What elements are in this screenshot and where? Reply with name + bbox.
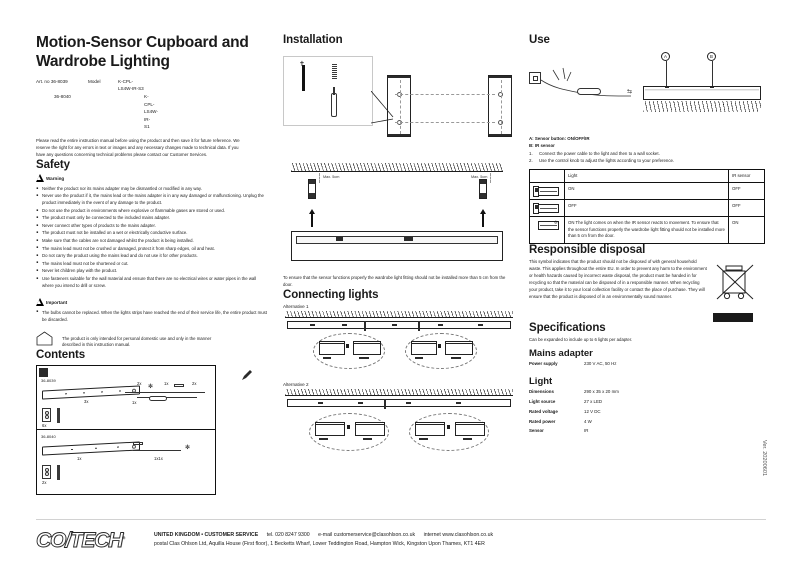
spec-value: 4 W [584, 418, 592, 424]
safety-heading: Safety [36, 158, 70, 171]
brand-name: CO/TECH [36, 529, 123, 552]
marker-b: B [707, 52, 716, 61]
sensor-block-right [479, 179, 487, 199]
cell-ir-state: OFF [729, 183, 765, 200]
important-list [36, 310, 268, 324]
use-heading: Use [529, 34, 550, 46]
footer-country: UNITED KINGDOM • CUSTOMER SERVICE [154, 532, 259, 538]
list-item: ■ Never use the product if it, the mains lead or the mains adapter is in any way damaged or malfunctioning. Unplug the product immediately in the event of any damage to the product. [36, 193, 268, 207]
spec-row [529, 407, 704, 417]
drill-bit-icon [302, 65, 305, 91]
list-item: ■ Make sure that the cables are not damaged whilst the product is being installed. [36, 238, 268, 245]
connector-alt2-a [347, 425, 350, 429]
bracket-graphic-3 [42, 465, 51, 479]
installation-heading: Installation [283, 34, 343, 46]
use-step [529, 157, 765, 164]
alternative-2-label: Alternative 2 [283, 381, 309, 387]
footer-email[interactable]: customerservice@clasohlson.co.uk [333, 532, 416, 538]
sensor-button-mark [665, 87, 669, 89]
list-item: ■ Use fasteners suitable for the wall material and ensure that there are no electrical wires or water pipes in the wall where you intend to drill or screw. [36, 276, 268, 290]
switch-on-icon [530, 183, 565, 200]
sensor-mode-table [529, 169, 765, 244]
cell-ir-state: ON [729, 217, 765, 244]
specifications-heading: Specifications [529, 321, 606, 334]
footer-tel: 020 8247 9300 [275, 532, 310, 538]
art-no-2: 36-8040 [54, 93, 71, 99]
qty-bracket-2: 2x [42, 480, 47, 486]
house-icon [36, 331, 53, 346]
domestic-use-note [36, 331, 268, 350]
light-spec-table [529, 388, 704, 437]
footer-divider [36, 519, 766, 520]
spec-value: 230 V AC, 50 Hz [584, 361, 617, 367]
qty-bar-1: 3x [84, 399, 89, 405]
warning-label: Warning [46, 176, 65, 182]
spec-key: Rated power [529, 418, 556, 424]
cabinet-mark-2 [404, 237, 413, 241]
connector-alt1-a [346, 344, 349, 348]
contents-divider [37, 429, 215, 430]
version-label: Ver. 20200601 [761, 440, 767, 477]
spec-value: IR [584, 428, 589, 434]
spec-row [529, 360, 704, 370]
spec-value: 12 V DC [584, 408, 601, 414]
star-connector-icon: ✻ [148, 384, 154, 391]
qty-cable-1: 1x [132, 400, 137, 406]
marker-a: A [661, 52, 670, 61]
important-label: Important [46, 300, 68, 306]
cell-light-state: ON [565, 183, 729, 200]
list-item: ■ The product must not be installed on a wet or electrically conductive surface. [36, 230, 268, 237]
use-diagram [529, 52, 765, 132]
measure-line-left [319, 173, 320, 183]
contents-heading: Contents [36, 349, 86, 362]
zoom-block-alt1-a2 [353, 341, 381, 355]
spec-key: Sensor [529, 428, 544, 434]
list-item: ■ Never connect other types of products to the mains adapter. [36, 223, 268, 230]
legend-a: A: Sensor button: ON/OFF/IR [529, 136, 590, 141]
warning-triangle-icon [36, 174, 44, 182]
switch-ir-icon: ✡ [530, 217, 565, 244]
model-label: Model [88, 78, 101, 84]
warning-block [36, 174, 268, 290]
step-number: 2. [529, 157, 533, 163]
zoom-block-alt2-a2 [355, 422, 385, 436]
model-1: K-CPL-LS4W-IR-S3 [118, 78, 144, 92]
footer-postal-label: postal [154, 541, 168, 548]
connector-arrow-icon: ⇆ [627, 89, 633, 95]
use-legend [529, 135, 765, 164]
sensor-block-left [308, 179, 316, 199]
brand-logo [36, 527, 140, 552]
pencil-icon [242, 367, 252, 377]
column-left [36, 34, 268, 495]
zoom-block-alt2-b1 [415, 422, 445, 436]
step-text: Use the control knob to adjust the lights according to your preference. [539, 157, 675, 163]
zoom-block-alt2-a1 [315, 422, 345, 436]
step-text: Connect the power cable to the light and then to a wall socket. [539, 150, 660, 156]
article-numbers [36, 78, 268, 131]
adapter-graphic [149, 396, 167, 401]
alternative-1-diagram [283, 311, 515, 379]
hatch-alt1 [285, 311, 513, 318]
intro-text: Please read the entire instruction manual before using the product and then save it for future reference. We reserve the right for any errors in text or images and any necessary changes made to technical data. If you have any questions concerning technical problems please contact our Customer Services. [36, 137, 240, 157]
zoom-block-alt1-b2 [445, 341, 473, 355]
footer-internet-label: internet [423, 532, 441, 538]
alternative-1-label: Alternative 1 [283, 303, 309, 309]
max-distance-left: Max. 5cm [323, 175, 340, 179]
zoom-block-alt1-a1 [319, 341, 345, 355]
ir-sensor-mark [710, 87, 714, 89]
spec-value: 290 x 35 x 20 mm [584, 389, 619, 395]
qty-screw-a-1: 2x [137, 381, 142, 387]
qty-screw-b-1: 2x [192, 381, 197, 387]
domestic-use-text: The product is only intended for personal domestic use and only in the manner described in this instruction manual. [62, 335, 212, 348]
spec-key: Dimensions [529, 389, 554, 395]
qty-bar-2: 1x [77, 456, 82, 462]
art-no-label: Art. no [36, 78, 50, 84]
zoom-block-alt1-b1 [411, 341, 437, 355]
specifications-note: Can be expanded to include up to 6 lights per adapter. [529, 336, 633, 342]
connecting-heading: Connecting lights [283, 288, 379, 301]
contents-box-icon [39, 368, 48, 377]
connector-alt1-b [438, 344, 441, 348]
list-item: ■ Do not use the product in environments where explosive or flammable gases are stored or used. [36, 208, 268, 215]
step-number: 1. [529, 150, 533, 156]
alignment-line-lower [395, 122, 495, 123]
column-header-icon [530, 170, 565, 183]
contents-diagram [36, 365, 216, 495]
star-connector-icon-2: ✻ [185, 445, 191, 452]
connector-alt2-b [447, 425, 450, 429]
cable-graphic-3 [133, 450, 181, 451]
important-block [36, 298, 268, 324]
cabinet-mark-1 [336, 237, 343, 241]
list-item: ■ The bulbs cannot be replaced. When the lights strips have reached the end of their service life, the entire product must be discarded. [36, 310, 268, 324]
door-panel-right [488, 75, 512, 137]
warning-list [36, 186, 268, 290]
list-item: ■ Never let children play with the product. [36, 268, 268, 275]
ceiling-hatch-graphic [291, 163, 503, 172]
qty-bracket-1: 6x [42, 423, 47, 429]
page-title: Motion-Sensor Cupboard and Wardrobe Lighting [36, 34, 249, 70]
column-middle [283, 34, 515, 459]
wall-plug-icon [332, 63, 337, 79]
switch-off-icon [530, 200, 565, 217]
footer-internet[interactable]: www.clasohlson.co.uk [442, 532, 494, 538]
hatch-alt2 [285, 389, 513, 396]
column-right [529, 34, 765, 437]
spec-row [529, 397, 704, 407]
column-header-light: Light [565, 170, 729, 183]
alignment-line-upper [395, 94, 495, 95]
registered-mark: ® [122, 535, 124, 540]
important-triangle-icon [36, 298, 44, 306]
light-strip-alt1 [287, 321, 511, 329]
spec-key: Rated voltage [529, 408, 558, 414]
marker-b-leader [712, 61, 713, 86]
table-header-row [530, 170, 765, 183]
art-no-1: 36-8039 [50, 78, 68, 84]
legend-b: B: IR sensor [529, 143, 555, 149]
drill-head-icon: ✝ [299, 61, 305, 68]
spec-row [529, 388, 704, 398]
list-item: ■ The mains lead must not be shortened or cut. [36, 261, 268, 268]
disposal-text: This symbol indicates that the product should not be disposed of with general household waste. This applies throughout the entire EU. In order to prevent any harm to the environment or health hazards caused by incorrect waste disposal, the product must be handed in for recycling so that the material can be disposed of in a responsible manner. When recycling your product, take it to your local collection facility or contact the place of purchase. They will ensure that the product is disposed of in an environmentally sound manner. [529, 258, 707, 299]
cell-ir-state: OFF [729, 200, 765, 217]
tool-callout-box [283, 56, 373, 126]
mounting-hatch-graphic [643, 101, 761, 112]
light-spec-heading: Light [529, 375, 553, 387]
contents-group-2-label: 36-8040 [41, 434, 56, 440]
installation-diagram-middle [283, 161, 515, 269]
mains-adapter-heading: Mains adapter [529, 347, 593, 359]
power-adapter-graphic [577, 88, 601, 95]
installation-caption: To ensure that the sensor functions properly the wardrobe light fitting should not be installed more than 5 cm from the door. [283, 275, 506, 287]
model-2: K-CPL-LS4W-IR-S1 [144, 93, 158, 130]
disposal-bar-mark [713, 313, 753, 322]
list-item: ■ The product must only be connected to the included mains adapter. [36, 215, 268, 222]
table-row [530, 183, 765, 200]
cell-light-state: OFF [565, 200, 729, 217]
bracket-graphic [42, 408, 51, 422]
footer-contact [154, 531, 714, 549]
cable-graphic-2 [137, 397, 197, 398]
column-header-ir: IR sensor [729, 170, 765, 183]
spec-row [529, 427, 704, 437]
marker-a-leader [666, 61, 667, 86]
qty-cable-2: 1x1x [154, 456, 163, 462]
cell-light-state: ON The light comes on when the IR sensor reacts to movement. To ensure that the sensor functions properly the wardrobe light fitting should not be installed more than 5 cm from the door. [565, 217, 729, 244]
footer-tel-label: tel. [266, 532, 274, 538]
crossed-out-wheelie-bin-icon [713, 259, 759, 322]
installation-diagram-top [283, 51, 515, 159]
table-row [530, 200, 765, 217]
list-item: ■ Do not carry the product using the mains lead and do not use it for other products. [36, 253, 268, 260]
table-row [530, 217, 765, 244]
qty-clip-1: 1x [164, 381, 169, 387]
footer-email-label: e-mail [318, 532, 333, 538]
cable-graphic [125, 392, 205, 393]
max-distance-right: Max. 5cm [471, 175, 488, 179]
light-unit-graphic [643, 86, 761, 100]
disposal-heading: Responsible disposal [529, 243, 646, 256]
light-strip-alt2 [287, 399, 511, 407]
callout-leader-lines [371, 91, 395, 127]
measure-line-right [490, 173, 491, 183]
use-step [529, 150, 765, 157]
small-connector-graphic-2 [133, 442, 143, 445]
spec-value: 27 x LED [584, 398, 603, 404]
list-item: ■ Neither the product nor its mains adapter may be dismantled or modified in any way. [36, 186, 268, 193]
disposal-block [529, 259, 765, 322]
contents-group-1-label: 36-8039 [41, 378, 56, 384]
spec-row [529, 417, 704, 427]
screwdriver-icon [331, 93, 337, 117]
list-item: ■ The mains lead must not be crushed or damaged, protect it from sharp edges, oil and heat. [36, 246, 268, 253]
cabinet-graphic [291, 231, 503, 261]
small-connector-graphic [174, 384, 184, 387]
zoom-block-alt2-b2 [455, 422, 485, 436]
spec-key: Light source [529, 398, 556, 404]
alternative-2-diagram [283, 389, 515, 459]
spec-key: Power supply [529, 361, 558, 367]
footer-postal: Clas Ohlson Ltd, Aquilla House (First floor), 1 Becketts Wharf, Lower Teddington Road, Hampton Wick, Kingston Upon Thames, KT1 4ER [169, 541, 485, 548]
screw-graphic-2 [57, 465, 60, 480]
screw-graphic [57, 408, 60, 423]
mains-adapter-table [529, 360, 704, 370]
light-bar-graphic-2 [42, 442, 140, 456]
